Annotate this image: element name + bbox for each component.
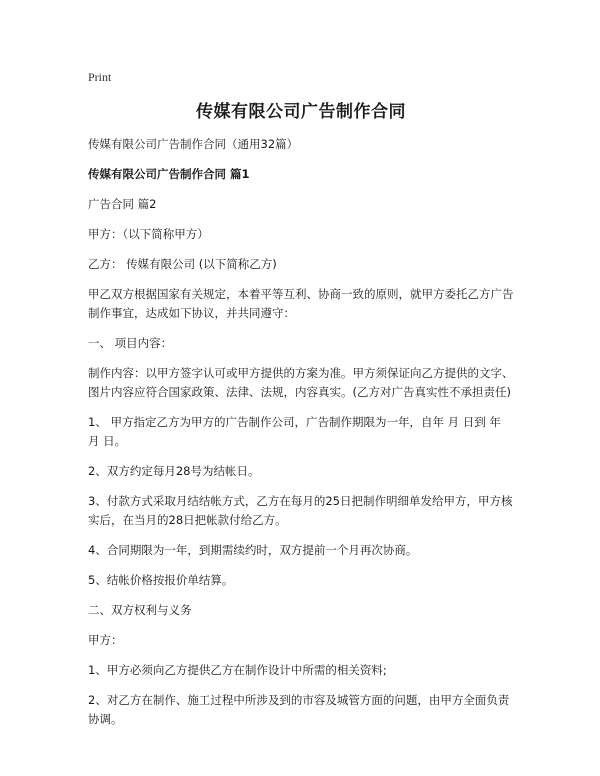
document-title: 传媒有限公司广告制作合同 xyxy=(196,102,406,122)
print-label: Print xyxy=(88,70,112,84)
paragraph: 传媒有限公司广告制作合同（通用32篇） xyxy=(88,137,299,151)
paragraph: 2、双方约定每月28号为结帐日。 xyxy=(88,464,260,478)
paragraph: 一、 项目内容： xyxy=(88,336,173,350)
paragraph: 甲方：（以下简称甲方） xyxy=(88,227,209,241)
paragraph: 广告合同 篇2 xyxy=(88,197,157,211)
paragraph: 甲方： xyxy=(88,633,123,647)
paragraph: 甲乙双方根据国家有关规定，本着平等互利、协商一致的原则，就甲方委托乙方广告制作事宜，达成如下协议，并共同遵守： xyxy=(88,287,514,320)
paragraph: 二、双方权利与义务 xyxy=(88,603,192,617)
paragraph: 乙方： 传媒有限公司 (以下简称乙方) xyxy=(88,257,277,271)
paragraph: 5、结帐价格按报价单结算。 xyxy=(88,573,234,587)
paragraph: 1、甲方必须向乙方提供乙方在制作设计中所需的相关资料; xyxy=(88,663,387,677)
paragraph: 4、合同期限为一年，到期需续约时，双方提前一个月再次协商。 xyxy=(88,543,418,557)
paragraph: 制作内容：以甲方签字认可或甲方提供的方案为准。甲方须保证向乙方提供的文字、图片内容应符合国家政策、法律、法规，内容真实。(乙方对广告真实性不承担责任) xyxy=(88,366,514,399)
section-heading: 传媒有限公司广告制作合同 篇1 xyxy=(88,167,250,181)
paragraph: 2、对乙方在制作、施工过程中所涉及到的市容及城管方面的问题，由甲方全面负责协调。 xyxy=(88,693,510,726)
paragraph: 3、付款方式采取月结结帐方式，乙方在每月的25日把制作明细单发给甲方，甲方核实后，在当月的28日把帐款付给乙方。 xyxy=(88,494,513,527)
paragraph: 1、 甲方指定乙方为甲方的广告制作公司，广告制作期限为一年，自年 月 日到 年 月 日。 xyxy=(88,415,501,448)
document-body xyxy=(88,135,514,729)
